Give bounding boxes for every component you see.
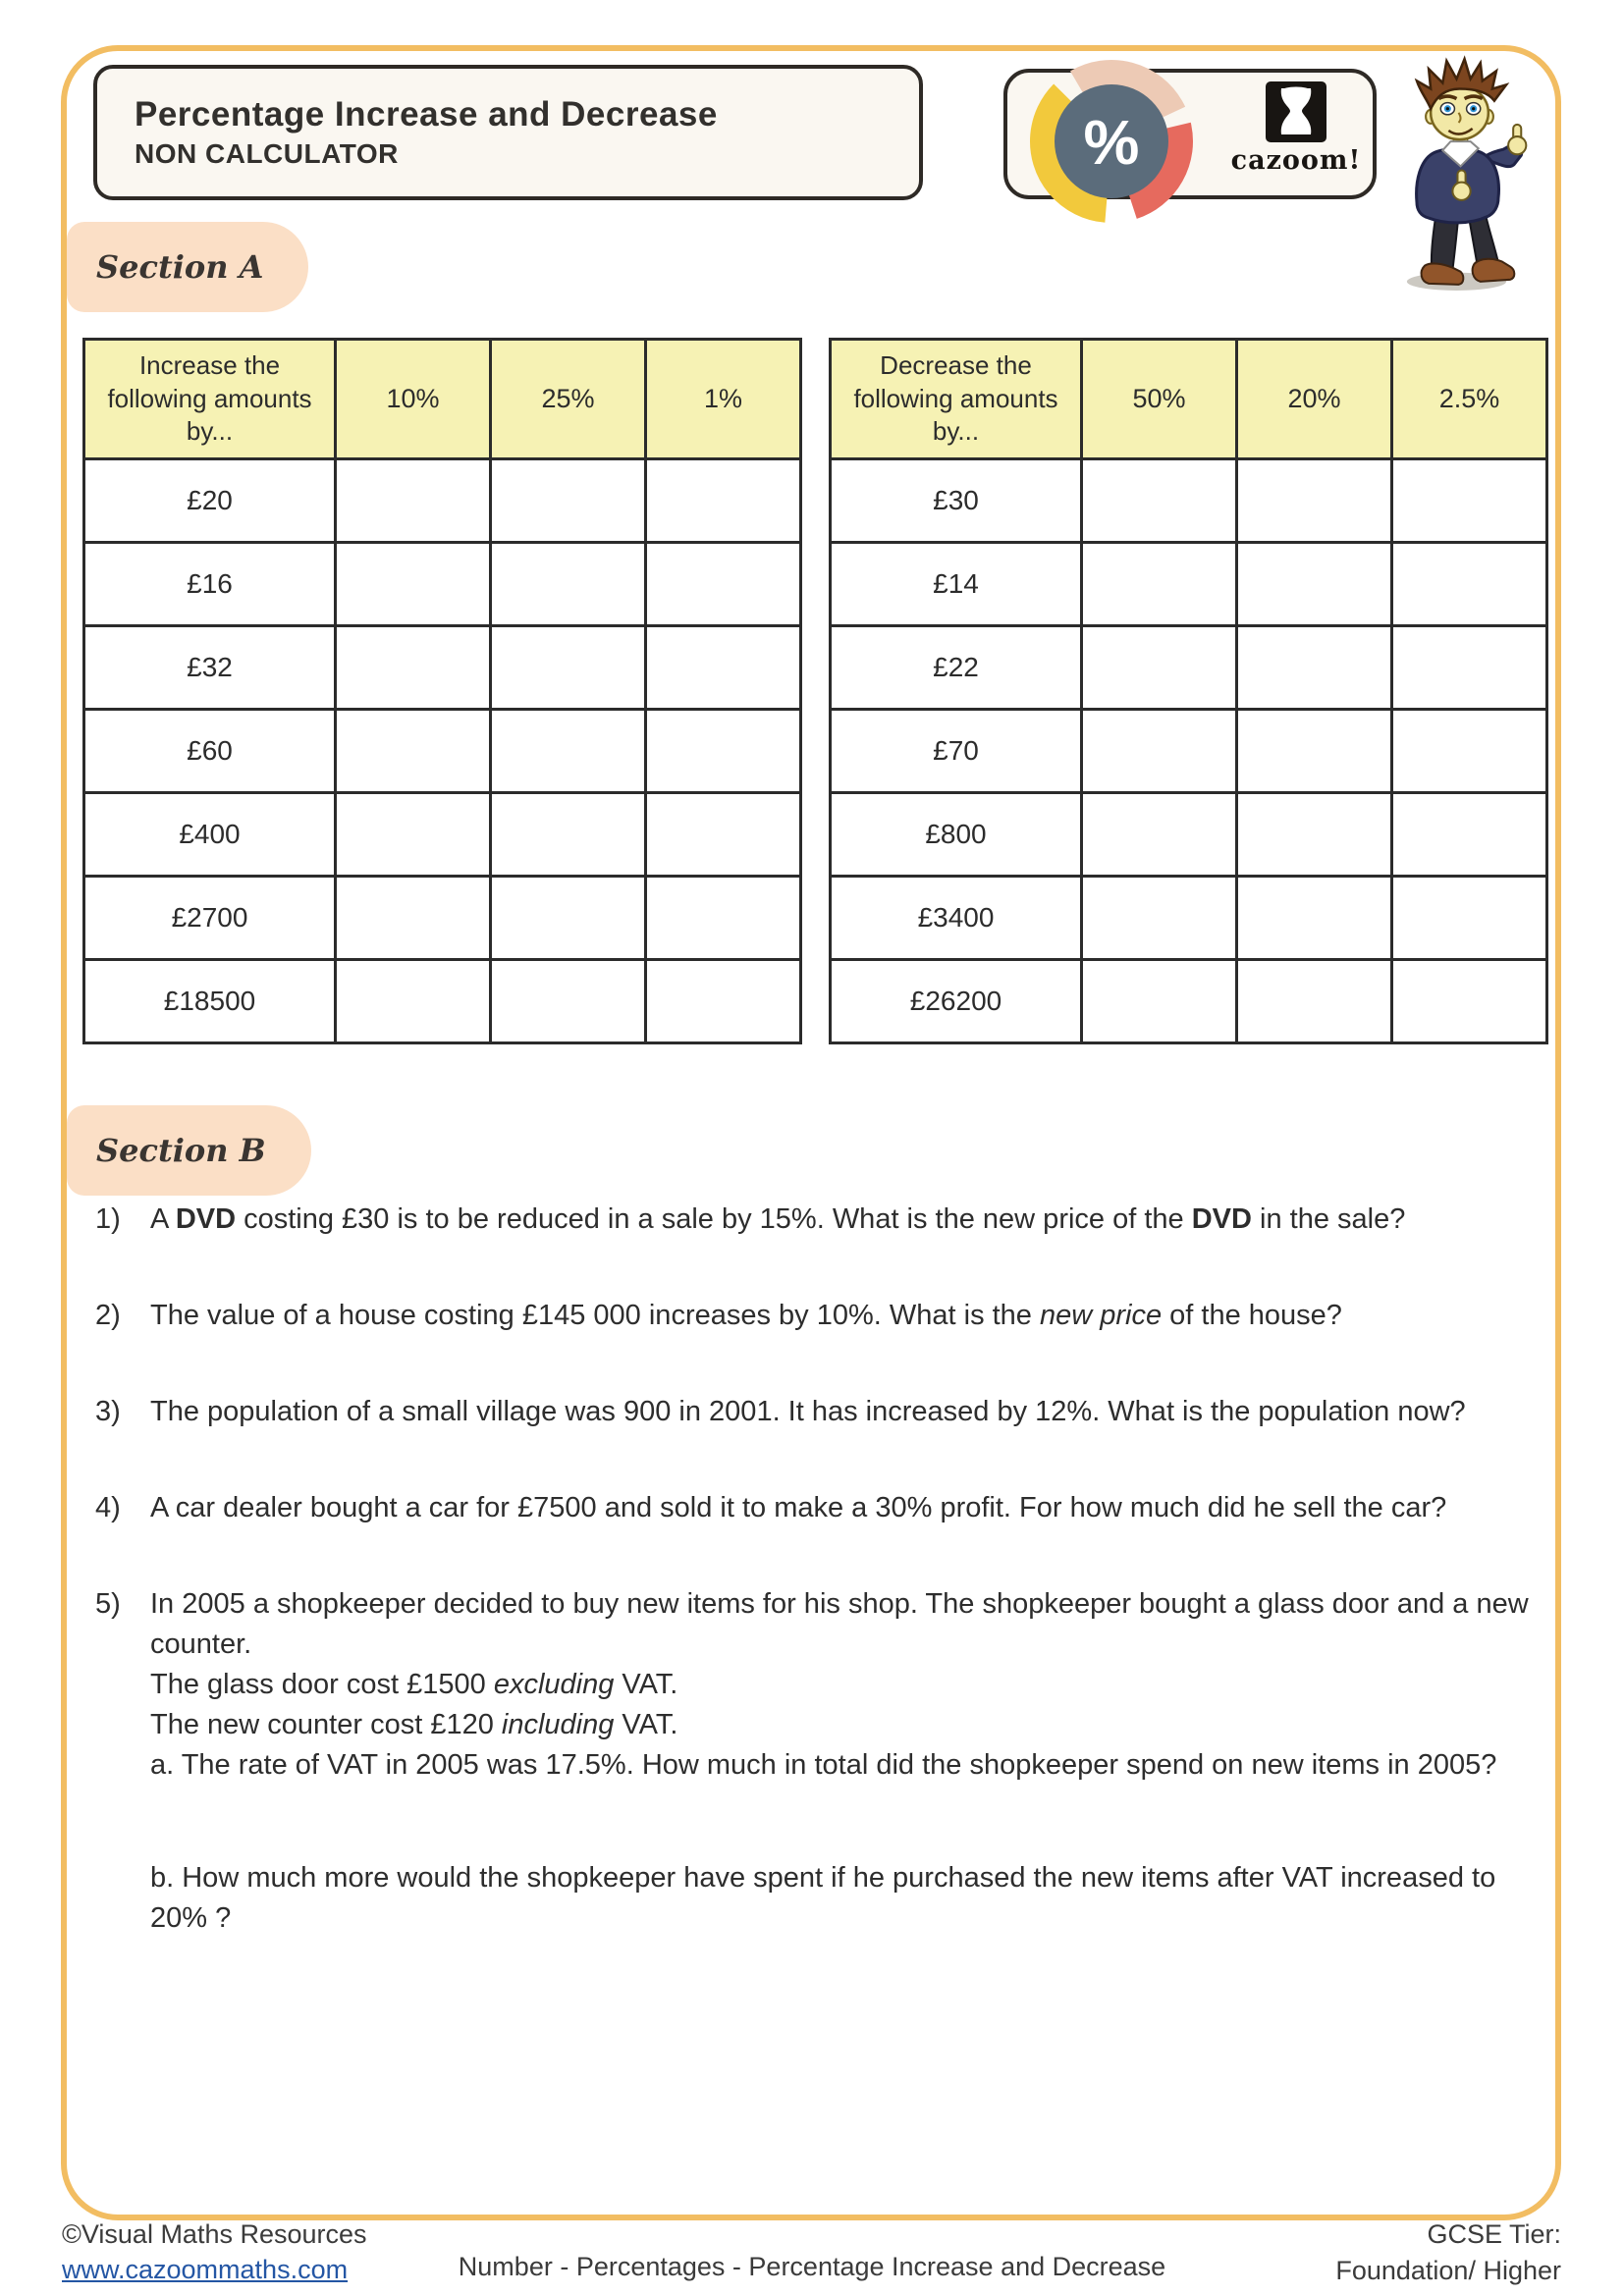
table-row [84,877,801,960]
footer-tier [1335,2216,1561,2289]
amount-cell: £18500 [84,960,336,1043]
table-row [84,626,801,710]
answer-cell [491,793,646,877]
answer-cell [336,793,491,877]
answer-cell [336,459,491,543]
tier-label: GCSE Tier: [1427,2219,1561,2249]
answer-cell [646,543,801,626]
copyright-text: ©Visual Maths Resources [62,2219,367,2249]
website-link[interactable]: www.cazoommaths.com [62,2255,349,2284]
section-b-label: Section B [67,1105,311,1196]
table-row [84,793,801,877]
answer-cell [646,877,801,960]
cazoom-logo-icon [1265,80,1327,143]
answer-cell [646,626,801,710]
answer-cell [1237,710,1392,793]
answer-cell [646,793,801,877]
amount-cell: £800 [831,793,1082,877]
answer-cell [646,459,801,543]
percent-column-header: 2.5% [1392,340,1547,459]
answer-cell [336,877,491,960]
increase-table [82,338,802,1044]
answer-cell [646,710,801,793]
answer-cell [1237,877,1392,960]
table-row [831,459,1547,543]
answer-cell [1082,793,1237,877]
answer-cell [491,459,646,543]
amount-cell: £16 [84,543,336,626]
question-item [95,1200,1539,1240]
answer-cell [491,710,646,793]
answer-cell [336,626,491,710]
table-row [831,626,1547,710]
answer-cell [1237,459,1392,543]
answer-cell [1082,459,1237,543]
amount-cell: £70 [831,710,1082,793]
answer-cell [1237,543,1392,626]
answer-cell [491,960,646,1043]
question-number: 4) [95,1492,121,1523]
answer-cell [1237,960,1392,1043]
amount-cell: £26200 [831,960,1082,1043]
table-row [831,877,1547,960]
table-row [84,459,801,543]
answer-cell [1392,543,1547,626]
answer-cell [1392,793,1547,877]
cazoom-logo-text: cazoom! [1230,145,1362,176]
table-row [84,960,801,1043]
answer-cell [1082,710,1237,793]
question-item [95,1584,1539,1939]
mascot-boy-illustration [1377,51,1542,294]
table-row [831,960,1547,1043]
answer-cell [1392,626,1547,710]
question-text: A car dealer bought a car for £7500 and sold it to make a 30% profit. For how much did he sell the car? [150,1492,1447,1523]
percent-column-header: 20% [1237,340,1392,459]
question-text: The value of a house costing £145 000 increases by 10%. What is the new price of the house? [150,1300,1342,1331]
amount-cell: £60 [84,710,336,793]
question-number: 3) [95,1396,121,1427]
question-item [95,1488,1539,1528]
amount-cell: £14 [831,543,1082,626]
percent-symbol: % [1083,107,1140,178]
answer-cell [491,626,646,710]
answer-cell [1082,626,1237,710]
amount-cell: £20 [84,459,336,543]
percent-column-header: 10% [336,340,491,459]
question-text: A DVD costing £30 is to be reduced in a sale by 15%. What is the new price of the DVD in the sale? [150,1203,1406,1235]
amount-cell: £30 [831,459,1082,543]
answer-cell [1392,459,1547,543]
section-a-label: Section A [67,222,308,312]
question-number: 1) [95,1203,121,1235]
percent-column-header: 25% [491,340,646,459]
question-text: In 2005 a shopkeeper decided to buy new items for his shop. The shopkeeper bought a glass door and a new counter. The glass door cost £1500 excluding VAT. The new counter cost £120 including VAT. a. The rate of VAT in 2005 was 17.5%. How much in total did the shopkeeper spend on new items in 2005? b. How much more would the shopkeeper have spent if he purchased the new items after VAT increased to 20% ? [150,1588,1529,1934]
answer-cell [336,710,491,793]
question-item [95,1296,1539,1336]
title-box [93,65,923,200]
amount-cell: £32 [84,626,336,710]
table-row [84,543,801,626]
answer-cell [1082,960,1237,1043]
questions-list [95,1200,1539,1995]
percent-column-header: 50% [1082,340,1237,459]
amount-cell: £22 [831,626,1082,710]
table-corner-header: Decrease the following amounts by... [831,340,1082,459]
tier-value: Foundation/ Higher [1335,2256,1561,2285]
amount-cell: £2700 [84,877,336,960]
table-row [831,793,1547,877]
amount-cell: £3400 [831,877,1082,960]
answer-cell [1392,877,1547,960]
question-item [95,1392,1539,1432]
percent-badge-icon [1027,57,1196,226]
percent-column-header: 1% [646,340,801,459]
answer-cell [646,960,801,1043]
answer-cell [336,543,491,626]
cazoom-logo [1213,80,1380,176]
worksheet-title: Percentage Increase and Decrease [135,95,718,133]
answer-cell [1392,960,1547,1043]
question-number: 2) [95,1300,121,1331]
question-text: The population of a small village was 900 in 2001. It has increased by 12%. What is the population now? [150,1396,1466,1427]
table-corner-header: Increase the following amounts by... [84,340,336,459]
answer-cell [491,877,646,960]
answer-cell [491,543,646,626]
answer-cell [1082,877,1237,960]
table-row [84,710,801,793]
worksheet-subtitle: NON CALCULATOR [135,138,399,169]
footer-topic: Number - Percentages - Percentage Increase and Decrease [458,2252,1166,2281]
table-row [831,543,1547,626]
answer-cell [1082,543,1237,626]
question-number: 5) [95,1588,121,1620]
answer-cell [336,960,491,1043]
answer-cell [1237,626,1392,710]
answer-cell [1237,793,1392,877]
table-row [831,710,1547,793]
decrease-table [829,338,1548,1044]
answer-cell [1392,710,1547,793]
amount-cell: £400 [84,793,336,877]
